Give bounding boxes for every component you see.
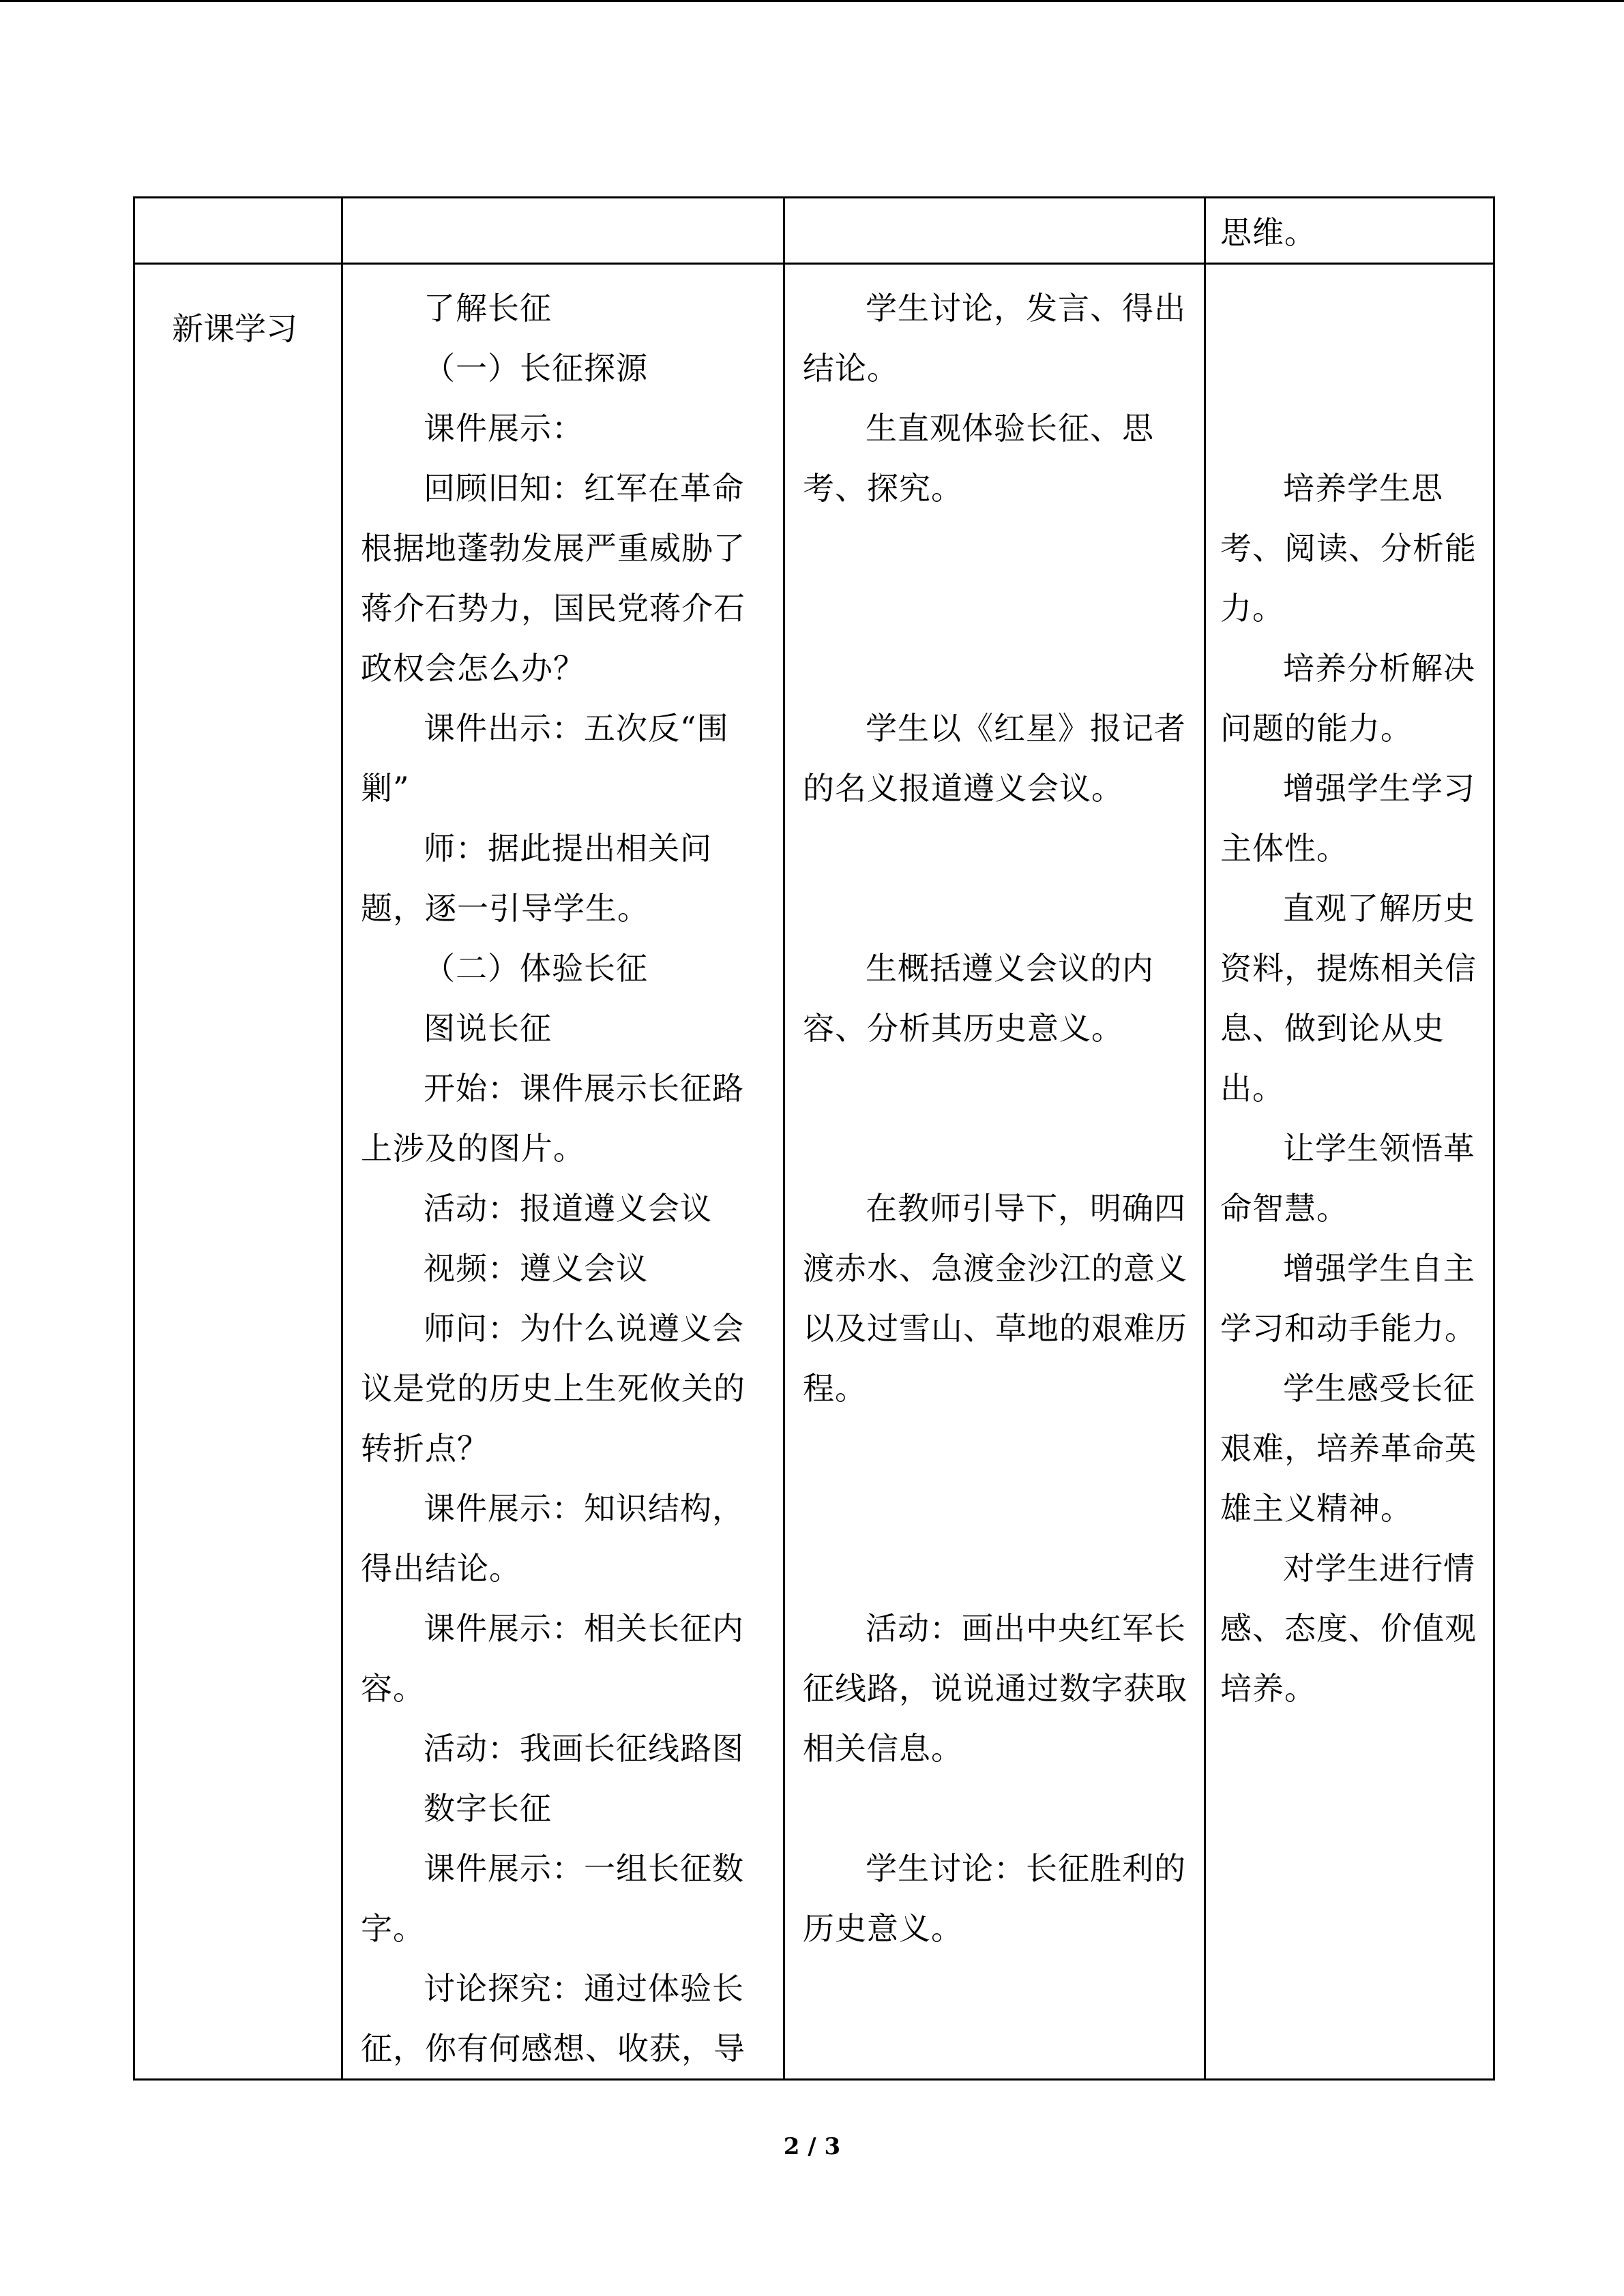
teacher-activity-item: 讨论探究：通过体验长征，你有何感想、收获，导 [361,1970,745,2067]
student-activity-list [785,265,1204,1958]
design-intent-item: 培养学生思考、阅读、分析能力。 [1220,470,1477,627]
student-activity-item: 生概括遵义会议的内容、分析其历史意义。 [803,950,1154,1047]
teacher-activity-item: 图说长征 [424,1010,552,1047]
teacher-activity-item: 视频：遵义会议 [424,1250,648,1287]
top-cell-stage [134,198,342,264]
spacer [803,1418,1193,1598]
student-activity-item: 在教师引导下，明确四渡赤水、急渡金沙江的意义以及过雪山、草地的艰难历程。 [803,1190,1187,1407]
top-cell-intent [1205,198,1494,264]
student-activity-cell [784,264,1205,2080]
teacher-activity-list [343,265,783,2078]
teacher-activity-item: 师问：为什么说遵义会议是党的历史上生死攸关的转折点？ [361,1310,745,1467]
design-intent-item: 学生感受长征艰难，培养革命英雄主义精神。 [1220,1370,1477,1527]
student-activity-item: 学生讨论，发言、得出结论。 [803,290,1186,387]
design-intent-item: 增强学生自主学习和动手能力。 [1220,1250,1477,1347]
lesson-plan-table [133,196,1495,2081]
teacher-activity-item: （一）长征探源 [424,350,648,387]
design-intent-item: 增强学生学习主体性。 [1220,770,1475,867]
teacher-activity-item: 课件展示：一组长征数字。 [361,1850,744,1947]
teacher-activity-item: 回顾旧知：红军在革命根据地蓬勃发展严重威胁了蒋介石势力，国民党蒋介石政权会怎么办？ [361,470,745,687]
design-intent-list [1206,265,1493,1718]
student-activity-item: 学生讨论：长征胜利的历史意义。 [803,1850,1186,1947]
design-intent-item: 培养分析解决问题的能力。 [1220,650,1475,747]
teacher-activity-cell [342,264,784,2080]
teacher-activity-item: 开始：课件展示长征路上涉及的图片。 [361,1070,744,1167]
design-intent-cell [1205,264,1494,2080]
teacher-activity-item: 了解长征 [424,290,552,327]
table-row-new-lesson [134,264,1494,2080]
spacer [803,518,1193,698]
design-intent-item: 直观了解历史资料，提炼相关信息、做到论从史出。 [1220,890,1477,1107]
design-intent-item: 对学生进行情感、态度、价值观培养。 [1220,1550,1477,1707]
teacher-activity-item: 课件展示： [424,410,584,447]
teacher-activity-item: 师：据此提出相关问题，逐一引导学生。 [361,830,712,927]
top-cell-intent-text: 思维。 [1220,214,1316,251]
teacher-activity-item: 活动：报道遵义会议 [424,1190,712,1227]
teacher-activity-item: 活动：我画长征线路图 [424,1730,744,1767]
student-activity-item: 活动：画出中央红军长征线路，说说通过数字获取相关信息。 [803,1610,1187,1767]
design-intent-item: 让学生领悟革命智慧。 [1220,1130,1475,1227]
stage-label: 新课学习 [172,310,297,347]
page-number: 2 / 3 [783,2133,841,2160]
teacher-activity-item: 课件展示：相关长征内容。 [361,1610,744,1707]
teacher-activity-item: 课件出示：五次反“围剿” [361,710,729,807]
teacher-activity-item: 数字长征 [424,1790,552,1827]
spacer [803,818,1193,938]
student-activity-item: 学生以《红星》报记者的名义报道遵义会议。 [803,710,1186,807]
table-row-continued [134,198,1494,264]
page-top-border [0,0,1624,2]
top-cell-teacher [342,198,784,264]
student-activity-item: 生直观体验长征、思考、探究。 [803,410,1154,507]
teacher-activity-item: 课件展示：知识结构，得出结论。 [361,1490,744,1587]
stage-cell [134,264,342,2080]
spacer [803,1058,1193,1178]
top-cell-student [784,198,1205,264]
teacher-activity-item: （二）体验长征 [424,950,648,987]
spacer [803,1778,1193,1838]
